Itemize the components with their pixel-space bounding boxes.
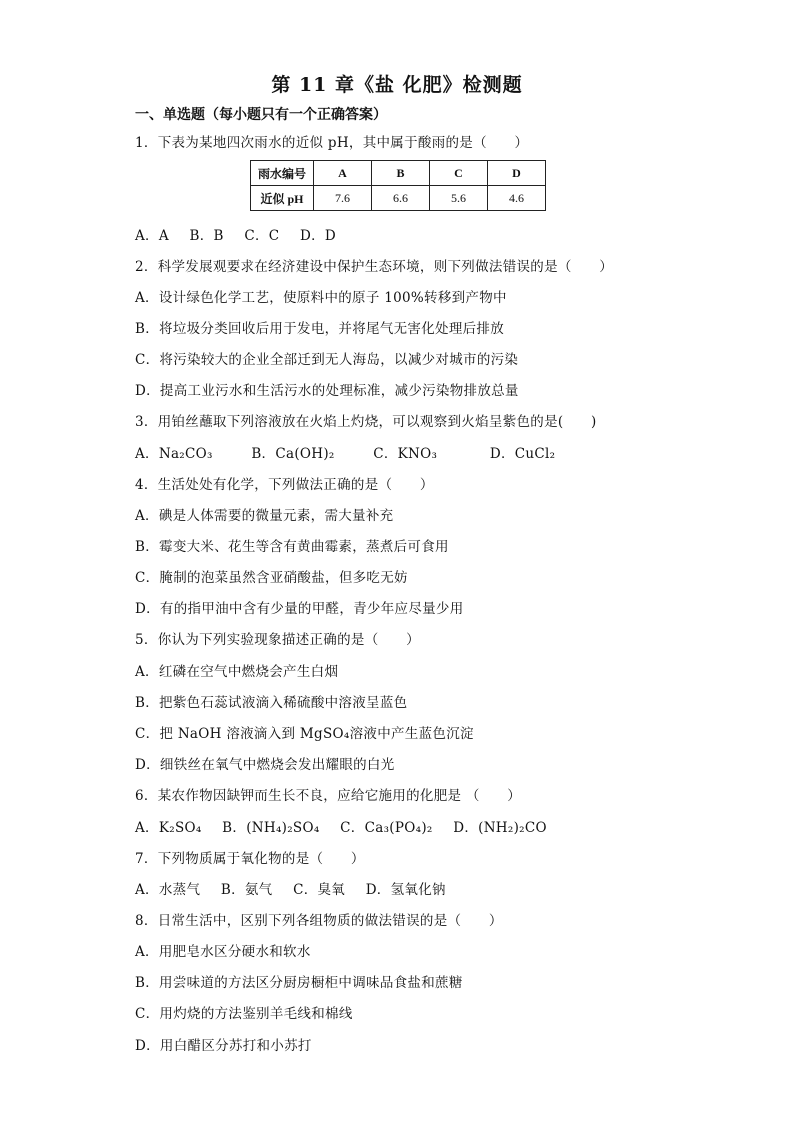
table-cell: B <box>372 161 430 186</box>
question-2-option-d: D．提高工业污水和生活污水的处理标准，减少污染物排放总量 <box>135 383 519 399</box>
option-d: D．D <box>300 228 337 244</box>
question-8-option-c: C．用灼烧的方法鉴别羊毛线和棉线 <box>135 1006 353 1022</box>
option-a: A．Na₂CO₃ <box>135 446 213 462</box>
option-d: D．CuCl₂ <box>489 446 556 462</box>
question-4-option-d: D．有的指甲油中含有少量的甲醛，青少年应尽量少用 <box>135 601 464 617</box>
section-heading: 一、单选题（每小题只有一个正确答案） <box>135 107 387 123</box>
table-cell: 5.6 <box>430 186 488 211</box>
option-a: A．K₂SO₄ <box>135 820 202 836</box>
option-b: B．(NH₄)₂SO₄ <box>222 820 320 836</box>
question-8-stem: 8．日常生活中，区别下列各组物质的做法错误的是（ ） <box>135 913 503 929</box>
table-cell: D <box>488 161 546 186</box>
option-b: B．B <box>189 228 224 244</box>
question-4-option-a: A．碘是人体需要的微量元素，需大量补充 <box>135 508 394 524</box>
question-2-option-a: A．设计绿色化学工艺，使原料中的原子 100%转移到产物中 <box>135 290 507 306</box>
option-c: C．Ca₃(PO₄)₂ <box>340 820 433 836</box>
question-3-options <box>135 442 571 462</box>
table-cell: A <box>314 161 372 186</box>
table-header-cell: 雨水编号 <box>251 161 314 186</box>
option-a: A．A <box>135 228 169 244</box>
question-7-stem: 7．下列物质属于氧化物的是（ ） <box>135 851 365 867</box>
page-title: 第 11 章《盐 化肥》检测题 <box>271 74 523 96</box>
option-d: D．氢氧化钠 <box>365 882 446 898</box>
table-row <box>251 186 546 211</box>
question-2-option-c: C．将污染较大的企业全部迁到无人海岛，以减少对城市的污染 <box>135 352 519 368</box>
table-header-cell: 近似 pH <box>251 186 314 211</box>
question-7-options <box>135 878 462 898</box>
question-4-option-b: B．霉变大米、花生等含有黄曲霉素，蒸煮后可食用 <box>135 539 449 555</box>
option-b: B．氨气 <box>220 882 273 898</box>
table-cell: 4.6 <box>488 186 546 211</box>
table-row <box>251 161 546 186</box>
question-5-option-d: D．细铁丝在氧气中燃烧会发出耀眼的白光 <box>135 757 395 773</box>
table-cell: C <box>430 161 488 186</box>
option-b: B．Ca(OH)₂ <box>251 446 335 462</box>
option-d: D．(NH₂)₂CO <box>453 820 547 836</box>
question-6-options <box>135 816 563 836</box>
question-5-option-a: A．红磷在空气中燃烧会产生白烟 <box>135 664 339 680</box>
question-8-option-d: D．用白醋区分苏打和小苏打 <box>135 1038 312 1054</box>
question-4-stem: 4．生活处处有化学，下列做法正确的是（ ） <box>135 477 434 493</box>
question-4-option-c: C．腌制的泡菜虽然含亚硝酸盐，但多吃无妨 <box>135 570 408 586</box>
question-6-stem: 6．某农作物因缺钾而生长不良，应给它施用的化肥是 （ ） <box>135 788 522 804</box>
table-cell: 6.6 <box>372 186 430 211</box>
question-5-stem: 5．你认为下列实验现象描述正确的是（ ） <box>135 632 420 648</box>
ph-table <box>250 160 546 211</box>
table-cell: 7.6 <box>314 186 372 211</box>
question-2-option-b: B．将垃圾分类回收后用于发电，并将尾气无害化处理后排放 <box>135 321 505 337</box>
option-a: A．水蒸气 <box>135 882 201 898</box>
question-8-option-a: A．用肥皂水区分硬水和软水 <box>135 944 311 960</box>
option-c: C．C <box>244 228 280 244</box>
option-c: C．臭氧 <box>293 882 346 898</box>
question-3-stem: 3．用铂丝蘸取下列溶液放在火焰上灼烧，可以观察到火焰呈紫色的是( ) <box>135 414 597 430</box>
question-2-stem: 2．科学发展观要求在经济建设中保护生态环境，则下列做法错误的是（ ） <box>135 259 614 275</box>
question-5-option-c: C．把 NaOH 溶液滴入到 MgSO₄溶液中产生蓝色沉淀 <box>135 726 474 742</box>
question-1-options <box>135 224 352 244</box>
option-c: C．KNO₃ <box>373 446 438 462</box>
question-8-option-b: B．用尝味道的方法区分厨房橱柜中调味品食盐和蔗糖 <box>135 975 463 991</box>
question-1-stem: 1．下表为某地四次雨水的近似 pH，其中属于酸雨的是（ ） <box>135 135 529 151</box>
question-5-option-b: B．把紫色石蕊试液滴入稀硫酸中溶液呈蓝色 <box>135 695 408 711</box>
